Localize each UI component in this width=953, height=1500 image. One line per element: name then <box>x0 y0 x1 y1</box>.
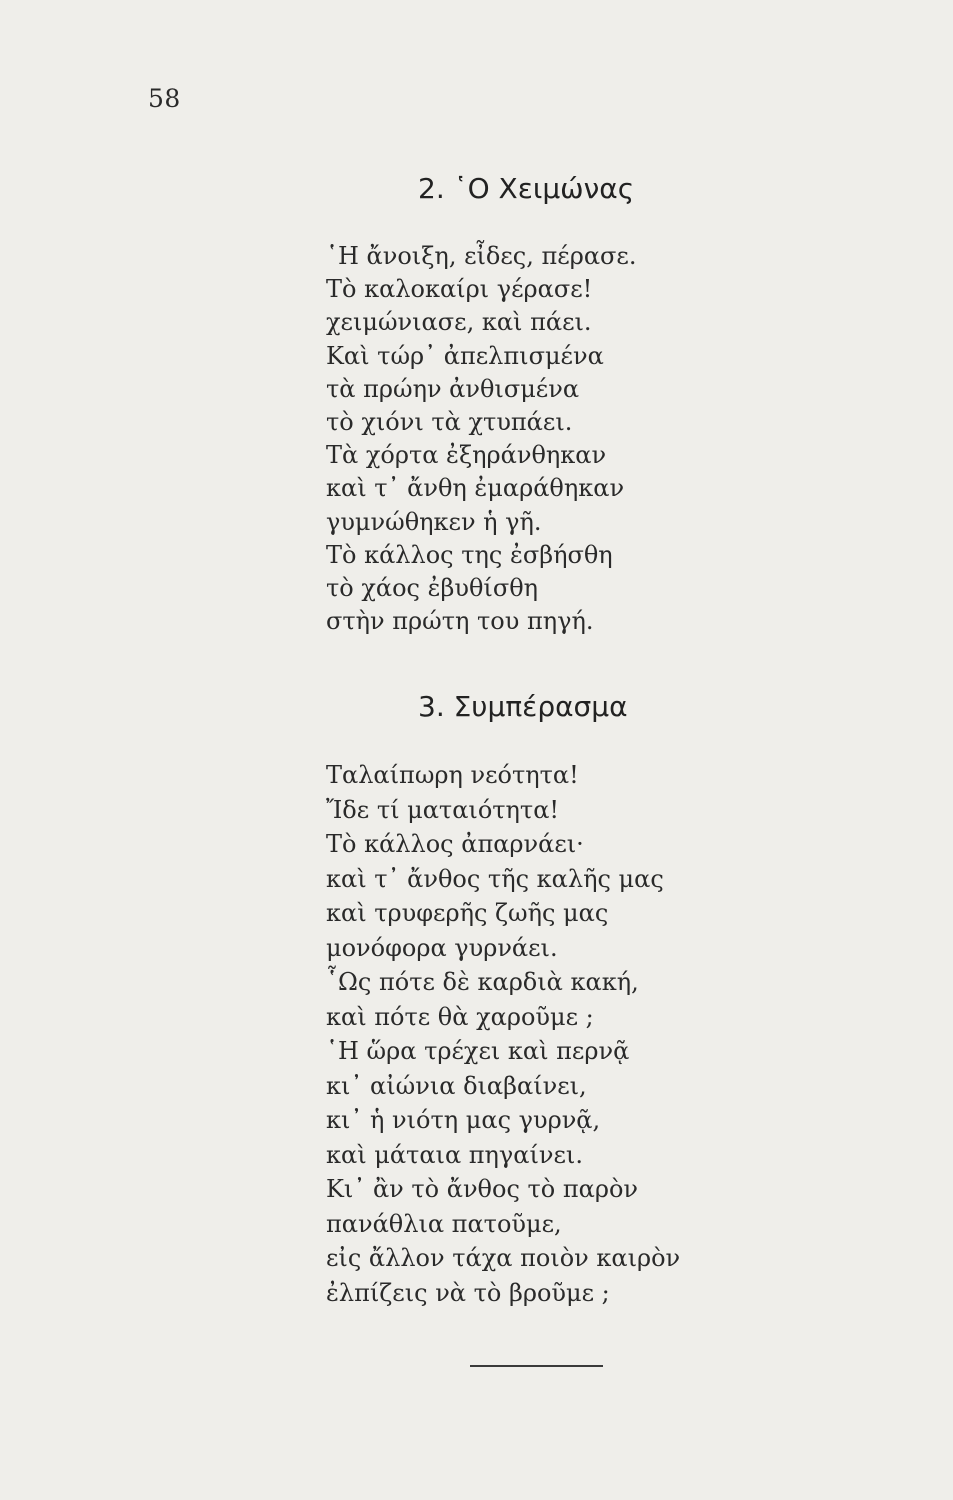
poem-line: κι᾽ αἰώνια διαβαίνει, <box>326 1071 587 1100</box>
poem-line: ἐλπίζεις νὰ τὸ βροῦμε ; <box>326 1278 610 1307</box>
poem-line: εἰς ἄλλον τάχα ποιὸν καιρὸν <box>326 1244 681 1272</box>
poem-line: πανάθλια πατοῦμε, <box>326 1209 562 1238</box>
poem-line: ῾Η ἄνοιξη, εἶδες, πέρασε. <box>326 242 637 270</box>
poem-line: ῟Ως πότε δὲ καρδιὰ κακή, <box>326 968 639 996</box>
poem-line: τὰ πρώην ἀνθισμένα <box>326 374 580 403</box>
poem-line: Τὸ κάλλος ἀπαρνάει· <box>326 830 584 858</box>
poem-conclusion <box>326 758 680 1310</box>
poem-line: Καὶ τώρ᾽ ἀπελπισμένα <box>326 341 604 370</box>
poem-line: Τὰ χόρτα ἐξηράνθηκαν <box>326 441 607 470</box>
poem-line: Τὸ καλοκαίρι γέρασε! <box>326 275 593 304</box>
poem-line: κι᾽ ἡ νιότη μας γυρνᾷ, <box>326 1106 601 1134</box>
poem-line: καὶ τ᾽ ἄνθος τῆς καλῆς μας <box>326 864 664 893</box>
section-2-title: 2. ῾Ο Χειμώνας <box>418 172 635 205</box>
poem-line: τὸ χάος ἐβυθίσθη <box>326 573 539 602</box>
poem-line: καὶ πότε θὰ χαροῦμε ; <box>326 1002 594 1031</box>
poem-line: ῾Η ὥρα τρέχει καὶ περνᾷ <box>326 1037 630 1065</box>
poem-line: γυμνώθηκεν ἡ γῆ. <box>326 507 542 536</box>
end-divider <box>470 1365 603 1367</box>
poem-line: στὴν πρώτη του πηγή. <box>326 607 594 636</box>
poem-line: Τὸ κάλλος της ἐσβήσθη <box>326 540 613 569</box>
poem-line: τὸ χιόνι τὰ χτυπάει. <box>326 407 573 436</box>
poem-line: μονόφορα γυρνάει. <box>326 933 558 962</box>
poem-line: Ταλαίπωρη νεότητα! <box>326 761 579 789</box>
poem-line: χειμώνιασε, καὶ πάει. <box>326 308 592 337</box>
poem-line: καὶ τρυφερῆς ζωῆς μας <box>326 899 609 927</box>
poem-line: καὶ τ᾽ ἄνθη ἐμαράθηκαν <box>326 474 625 503</box>
page-number: 58 <box>148 84 181 113</box>
poem-line: Ἴδε τί ματαιότητα! <box>326 795 560 824</box>
poem-winter <box>326 240 636 638</box>
poem-line: καὶ μάταια πηγαίνει. <box>326 1140 583 1169</box>
section-3-title: 3. Συμπέρασμα <box>418 690 628 723</box>
poem-line: Κι᾽ ἂν τὸ ἄνθος τὸ παρὸν <box>326 1175 638 1203</box>
